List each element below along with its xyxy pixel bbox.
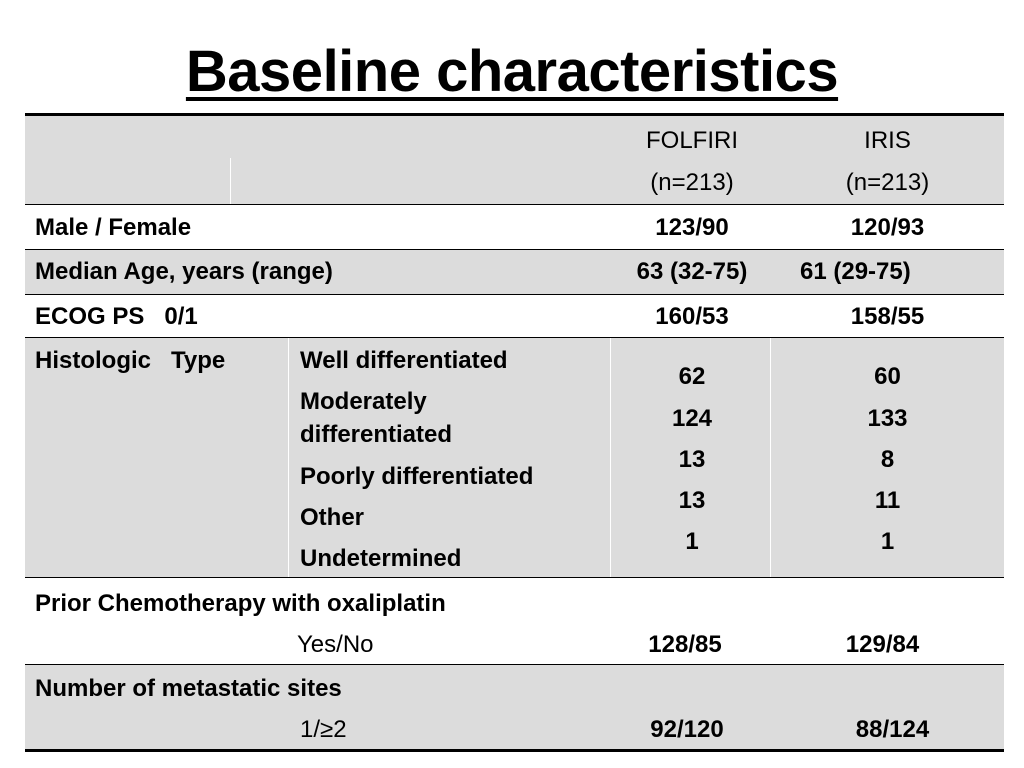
histology-subtype-label: Moderately differentiated <box>300 388 453 448</box>
bottom-rule <box>25 749 1004 752</box>
histology-folfiri-value: 13 <box>678 487 706 514</box>
histology-subtype-label: Poorly differentiated <box>300 463 534 490</box>
histology-iris-value: 60 <box>874 363 901 390</box>
histology-subtype-label: Well differentiated <box>300 347 508 374</box>
histology-col-divider-2 <box>610 338 611 577</box>
row-prior-chemo-sublabel: Yes/No <box>297 631 374 658</box>
header-iris: IRIS <box>864 127 911 154</box>
rule-3 <box>25 294 1004 295</box>
baseline-table <box>25 113 1004 753</box>
histology-folfiri-value: 1 <box>685 528 699 555</box>
top-rule <box>25 113 1004 116</box>
row-histology-label: Histologic Type <box>35 347 226 374</box>
histology-iris-value: 133 <box>867 405 908 432</box>
histology-iris-value: 1 <box>880 528 895 555</box>
header-folfiri-n: (n=213) <box>650 169 734 196</box>
rule-4 <box>25 337 1004 338</box>
row-ecog-iris: 158/55 <box>850 303 925 330</box>
row-prior-chemo-folfiri: 128/85 <box>648 631 722 658</box>
page-title-text: Baseline characteristics <box>185 39 839 104</box>
row-age-folfiri: 63 (32-75) <box>636 258 748 285</box>
header-folfiri: FOLFIRI <box>645 127 738 154</box>
row-sex-label: Male / Female <box>35 214 192 241</box>
row-ecog-folfiri: 160/53 <box>655 303 729 330</box>
row-prior-chemo-label: Prior Chemotherapy with oxaliplatin <box>35 590 446 617</box>
rule-2 <box>25 249 1004 250</box>
row-prior-chemo-iris: 129/84 <box>845 631 920 658</box>
row-ecog-label: ECOG PS 0/1 <box>35 303 198 330</box>
histology-iris-value: 11 <box>874 487 901 514</box>
histology-iris-value: 8 <box>880 446 895 473</box>
histology-folfiri-value: 62 <box>678 363 706 390</box>
row-metastatic-label: Number of metastatic sites <box>35 675 342 702</box>
page-title <box>0 38 1024 105</box>
rule-6 <box>25 664 1004 665</box>
row-sex-iris: 120/93 <box>850 214 925 241</box>
histology-folfiri-value: 124 <box>671 405 713 432</box>
header-iris-n: (n=213) <box>845 169 930 196</box>
row-metastatic-folfiri: 92/120 <box>650 716 724 743</box>
row-metastatic-sublabel: 1/≥2 <box>300 716 347 743</box>
row-sex-folfiri: 123/90 <box>655 214 729 241</box>
header-col-divider <box>230 158 231 204</box>
histology-col-divider-1 <box>288 338 289 577</box>
rule-1 <box>25 204 1004 205</box>
histology-folfiri-value: 13 <box>678 446 706 473</box>
row-age-label: Median Age, years (range) <box>35 258 333 285</box>
histology-subtype-label: Other <box>300 504 365 531</box>
histology-subtype-label: Undetermined <box>300 545 462 572</box>
row-age-iris: 61 (29-75) <box>800 258 911 285</box>
row-metastatic-iris: 88/124 <box>855 716 930 743</box>
rule-5 <box>25 577 1004 578</box>
